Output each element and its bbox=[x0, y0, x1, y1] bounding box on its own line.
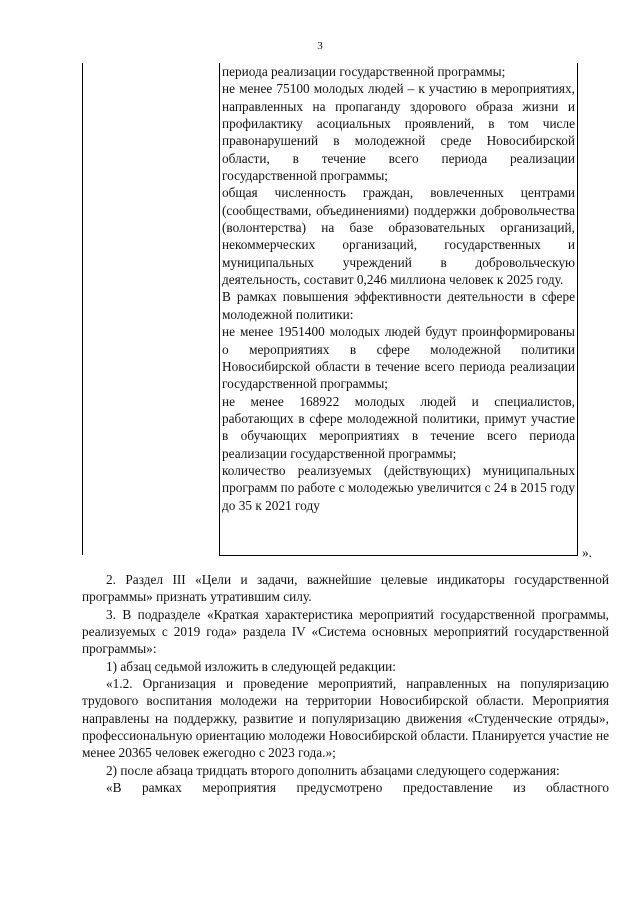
body-paragraph: 3. В подразделе «Краткая характеристика мероприятий государственной программы, реализуемых с 2019 года» раздела IV «Система основных мероприятий государственной программы»: bbox=[82, 606, 609, 657]
table-right-cell bbox=[219, 63, 578, 556]
page-number: 3 bbox=[317, 40, 323, 52]
cell-paragraph: количество реализуемых (действующих) муниципальных программ по работе с молодежью увеличится с 24 в 2015 году до 35 к 2021 году bbox=[222, 462, 575, 513]
body-paragraph: «В рамках мероприятия предусмотрено предоставление из областного bbox=[106, 780, 609, 796]
body-text bbox=[82, 571, 609, 796]
cell-paragraph: периода реализации государственной программы; bbox=[222, 64, 506, 79]
body-paragraph: «1.2. Организация и проведение мероприятий, направленных на популяризацию трудового воспитания молодежи на территории Новосибирской области. Мероприятия направлены на поддержку, развитие и популяризацию движения «Студенческие отряды», профессиональную ориентацию молодежи Новосибирской области. Планируется участие не менее 20365 человек ежегодно с 2023 года.»; bbox=[82, 676, 609, 761]
cell-paragraph: не менее 1951400 молодых людей будут проинформированы о мероприятиях в сфере молодежной политики Новосибирской области в течение всего периода реализации государственной программы; bbox=[222, 324, 575, 392]
closing-quote: ». bbox=[582, 545, 592, 560]
cell-paragraph: общая численность граждан, вовлеченных центрами (сообществами, объединениями) поддержки добровольчества (волонтерства) на базе образовательных организаций, некоммерческих организаций, государственных и муниципальных учреждений в добровольческую деятельность, составит 0,246 миллиона человек к 2025 году. bbox=[222, 185, 575, 288]
cell-paragraph: не менее 168922 молодых людей и специалистов, работающих в сфере молодежной политики, примут участие в обучающих мероприятиях в течение всего периода реализации государственной программы; bbox=[222, 393, 575, 461]
cell-paragraph: не менее 75100 молодых людей – к участию в мероприятиях, направленных на пропаганду здорового образа жизни и профилактику асоциальных проявлений, в том числе правонарушений в молодежной среде Новосибирской области, в течение всего периода реализации государственной программы; bbox=[222, 81, 575, 184]
table-fragment bbox=[82, 63, 573, 555]
body-paragraph: 1) абзац седьмой изложить в следующей редакции: bbox=[106, 658, 396, 674]
body-paragraph: 2. Раздел III «Цели и задачи, важнейшие целевые индикаторы государственной программы» признать утратившим силу. bbox=[82, 572, 609, 605]
table-left-cell bbox=[82, 63, 220, 555]
cell-paragraph: В рамках повышения эффективности деятельности в сфере молодежной политики: bbox=[222, 289, 575, 322]
body-paragraph: 2) после абзаца тридцать второго дополнить абзацами следующего содержания: bbox=[106, 762, 560, 778]
